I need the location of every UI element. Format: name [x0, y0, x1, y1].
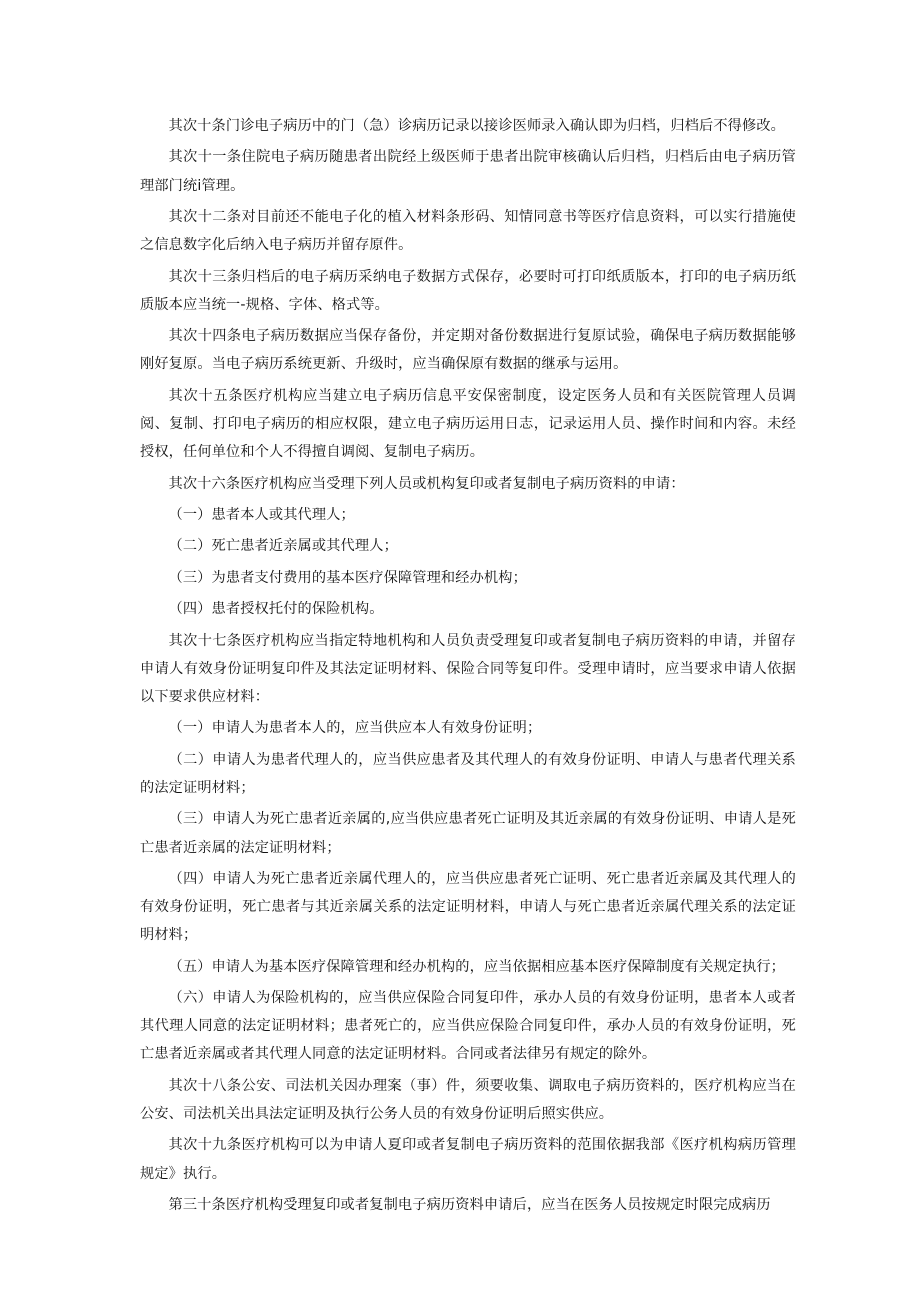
article-27-item-4: （四）申请人为死亡患者近亲属代理人的，应当供应患者死亡证明、死亡患者近亲属及其代理人的有效身份证明，死亡患者与其近亲属关系的法定证明材料，申请人与死亡患者近亲属代理关系的法定证明材料； — [140, 870, 796, 944]
article-20: 其次十条门诊电子病历中的门（急）诊病历记录以接诊医师录入确认即为归档，归档后不得修改。 — [168, 118, 786, 134]
article-23: 其次十三条归档后的电子病历采纳电子数据方式保存，必要时可打印纸质版本，打印的电子病历纸质版本应当统一-规格、字体、格式等。 — [140, 268, 796, 313]
article-22: 其次十二条对目前还不能电子化的植入材料条形码、知情同意书等医疗信息资料，可以实行措施使之信息数字化后纳入电子病历并留存原件。 — [140, 208, 796, 254]
article-29: 其次十九条医疗机构可以为申请人夏印或者复制电子病历资料的范围依据我部《医疗机构病历管理规定》执行。 — [140, 1137, 796, 1182]
article-21: 其次十一条住院电子病历随患者出院经上级医师于患者出院审核确认后归档，归档后由电子病历管理部门统i管理。 — [140, 149, 796, 194]
article-27-item-5: （五）申请人为基本医疗保障管理和经办机构的，应当依据相应基本医疗保障制度有关规定执行； — [168, 958, 786, 975]
article-26: 其次十六条医疗机构应当受理下列人员或机构复印或者复制电子病历资料的申请： — [168, 475, 685, 492]
article-26-item-3: （三）为患者支付费用的基本医疗保障管理和经办机构； — [168, 569, 527, 586]
article-30: 第三十条医疗机构受理复印或者复制电子病历资料申请后，应当在医务人员按规定时限完成病历 — [168, 1197, 771, 1214]
article-27-item-1: （一）申请人为患者本人的，应当供应本人有效身份证明； — [168, 720, 542, 737]
article-26-item-2: （二）死亡患者近亲属或其代理人； — [168, 538, 398, 555]
article-24: 其次十四条电子病历数据应当保存备份，并定期对备份数据进行复原试验，确保电子病历数据能够刚好复原。当电子病历系统更新、升级时，应当确保原有数据的继承与运用。 — [140, 328, 796, 373]
article-26-item-1: （一）患者本人或其代理人； — [168, 506, 355, 523]
article-26-item-4: （四）患者授权托付的保险机构。 — [168, 601, 384, 618]
article-25: 其次十五条医疗机构应当建立电子病历信息平安保密制度，设定医务人员和有关医院管理人员调阅、复制、打印电子病历的相应权限，建立电子病历运用日志，记录运用人员、操作时间和内容。未经授权，任何单位和个人不得擅自调阅、复制电子病历。 — [140, 387, 796, 461]
article-28: 其次十八条公安、司法机关因办理案（事）件，须要收集、调取电子病历资料的，医疗机构应当在公安、司法机关出具法定证明及执行公务人员的有效身份证明后照实供应。 — [140, 1077, 796, 1123]
article-27: 其次十七条医疗机构应当指定特地机构和人员负责受理复印或者复制电子病历资料的申请，并留存申请人有效身份证明复印件及其法定证明材料、保险合同等复印件。受理申请时，应当要求申请人依据以下要求供应材料： — [140, 632, 796, 705]
document-body — [140, 112, 796, 1219]
article-27-item-6: （六）申请人为保险机构的，应当供应保险合同复印件，承办人员的有效身份证明，患者本人或者其代理人同意的法定证明材料；患者死亡的，应当供应保险合同复印件，承办人员的有效身份证明，死亡患者近亲属或者其代理人同意的法定证明材料。合同或者法律另有规定的除外。 — [140, 990, 796, 1063]
article-27-item-2: （二）申请人为患者代理人的，应当供应患者及其代理人的有效身份证明、申请人与患者代理关系的法定证明材料； — [140, 751, 796, 796]
article-27-item-3: （三）申请人为死亡患者近亲属的,应当供应患者死亡证明及其近亲属的有效身份证明、申请人是死亡患者近亲属的法定证明材料； — [140, 811, 796, 856]
